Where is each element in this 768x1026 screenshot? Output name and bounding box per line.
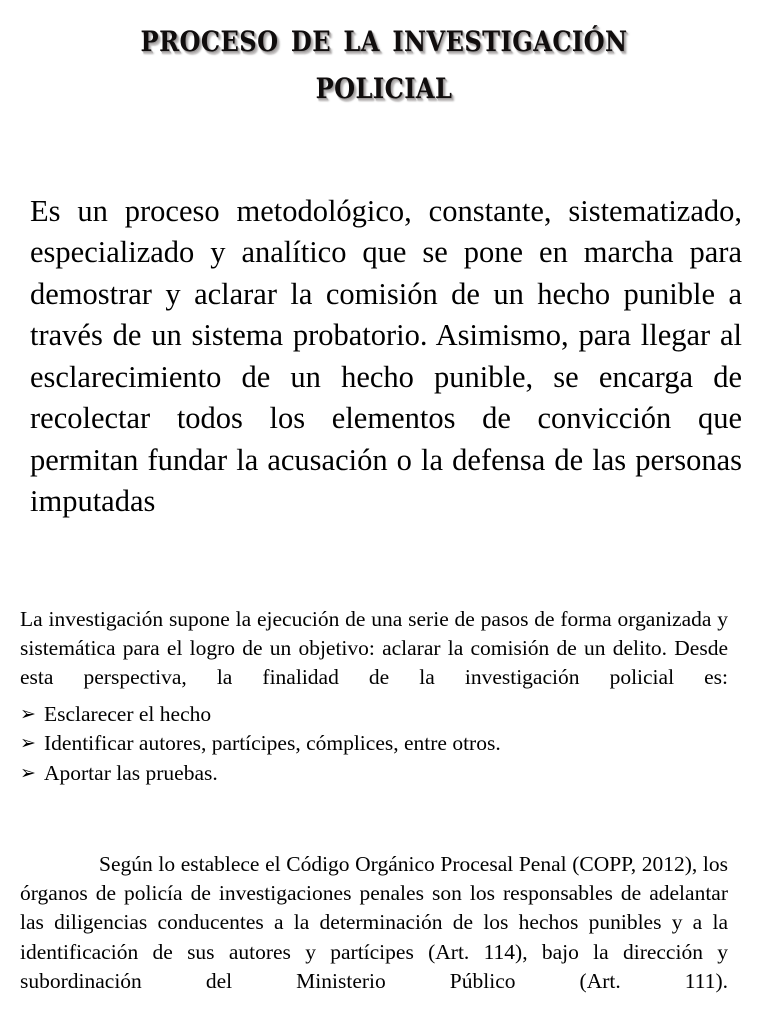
title-line-2: policial <box>315 61 453 108</box>
list-item-label: Esclarecer el hecho <box>44 702 212 726</box>
page-title <box>0 14 768 108</box>
paragraph-investigacion: La investigación supone la ejecución de una serie de pasos de forma organizada y sistemática para el logro de un objetivo: aclarar la comisión de un delito. Desde esta perspectiva, la finalidad de la investigación policial es: <box>20 606 728 690</box>
arrowhead-bullet-icon: ➢ <box>20 703 36 725</box>
arrowhead-bullet-icon: ➢ <box>20 732 36 755</box>
list-item <box>20 700 728 729</box>
list-item-label: Aportar las pruebas. <box>44 760 218 785</box>
list-item <box>20 729 728 758</box>
objectives-list <box>20 700 728 788</box>
list-item <box>20 759 728 788</box>
intro-paragraph: Es un proceso metodológico, constante, sistematizado, especializado y analítico que se pone en marcha para demostrar y aclarar la comisión de un hecho punible a través de un sistema probatorio. Asimismo, para llegar al esclarecimiento de un hecho punible, se encarga de recolectar todos los elementos de convicción que permitan fundar la acusación o la defensa de las personas imputadas <box>30 193 742 518</box>
title-line-1: proceso de la investigación <box>140 14 628 61</box>
paragraph-copp: Según lo establece el Código Orgánico Procesal Penal (COPP, 2012), los órganos de policía de investigaciones penales son los responsables de adelantar las diligencias conducentes a la determinación de los hechos punibles y a la identificación de sus autores y partícipes (Art. 114), bajo la dirección y subordinación del Ministerio Público (Art. 111). <box>20 851 728 994</box>
arrowhead-bullet-icon: ➢ <box>20 761 36 784</box>
list-item-label: Identificar autores, partícipes, cómplices, entre otros. <box>44 731 501 756</box>
